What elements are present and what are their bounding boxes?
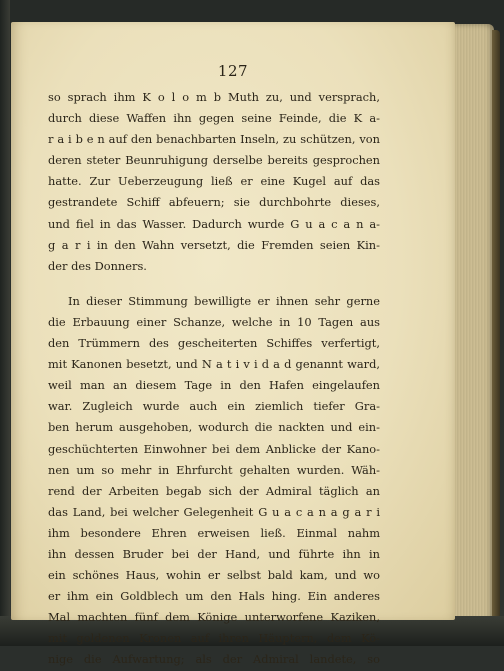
text-line: die Erbauung einer Schanze, welche in 10 Tagen aus	[48, 314, 380, 329]
body-text	[48, 87, 380, 671]
text-line: Mal machten fünf dem Könige unterworfene Kaziken,	[48, 610, 380, 625]
text-line: g a r i in den Wahn versetzt, die Fremden seien Kin-	[48, 237, 380, 252]
text-line: ein schönes Haus, wohin er selbst bald kam, und wo	[48, 568, 380, 583]
text-line: r a i b e n auf den benachbarten Inseln, zu schützen, von	[48, 132, 380, 147]
page-number: 127	[217, 62, 249, 80]
text-line: geschüchterten Einwohner bei dem Anblicke der Kano-	[48, 441, 380, 456]
text-line: nige die Aufwartung; als der Admiral landete, so	[48, 652, 380, 667]
text-line: ihm besondere Ehren erweisen ließ. Einmal nahm	[48, 525, 380, 540]
text-line: mit Kanonen besetzt, und N a t i v i d a d genannt ward,	[48, 357, 380, 372]
left-background-strip	[0, 0, 10, 646]
text-line: war. Zugleich wurde auch ein ziemlich tiefer Gra-	[48, 399, 380, 414]
paragraph-gap	[48, 277, 380, 291]
text-line: gestrandete Schiff abfeuern; sie durchbohrte dieses,	[48, 195, 380, 210]
text-line: weil man an diesem Tage in den Hafen eingelaufen	[48, 378, 380, 393]
text-line: das Land, bei welcher Gelegenheit G u a c a n a g a r i	[48, 504, 380, 519]
text-line: den Trümmern des gescheiterten Schiffes verfertigt,	[48, 336, 380, 351]
text-line: nen um so mehr in Ehrfurcht gehalten wurden. Wäh-	[48, 462, 380, 477]
book-page	[11, 22, 455, 667]
page-edges	[452, 24, 494, 622]
text-line: In dieser Stimmung bewilligte er ihnen sehr gerne	[68, 293, 380, 308]
text-line: rend der Arbeiten begab sich der Admiral täglich an	[48, 483, 380, 498]
text-line: er ihm ein Goldblech um den Hals hing. Ein anderes	[48, 589, 380, 604]
text-line: hatte. Zur Ueberzeugung ließ er eine Kugel auf das	[48, 174, 380, 189]
text-line: und fiel in das Wasser. Dadurch wurde G u a c a n a-	[48, 216, 380, 231]
text-line: ihn dessen Bruder bei der Hand, und führte ihn in	[48, 546, 380, 561]
text-line: deren steter Beunruhigung derselbe bereits gesprochen	[48, 153, 380, 168]
text-line: so sprach ihm K o l o m b Muth zu, und versprach,	[48, 90, 380, 104]
text-line: mit goldenen Kronen auf ihren Häuptern, dem Kö-	[48, 631, 380, 646]
text-line: durch diese Waffen ihn gegen seine Feinde, die K a-	[48, 111, 380, 126]
text-line: der des Donners.	[48, 258, 147, 273]
text-line: ben herum ausgehoben, wodurch die nackten und ein-	[48, 420, 380, 435]
